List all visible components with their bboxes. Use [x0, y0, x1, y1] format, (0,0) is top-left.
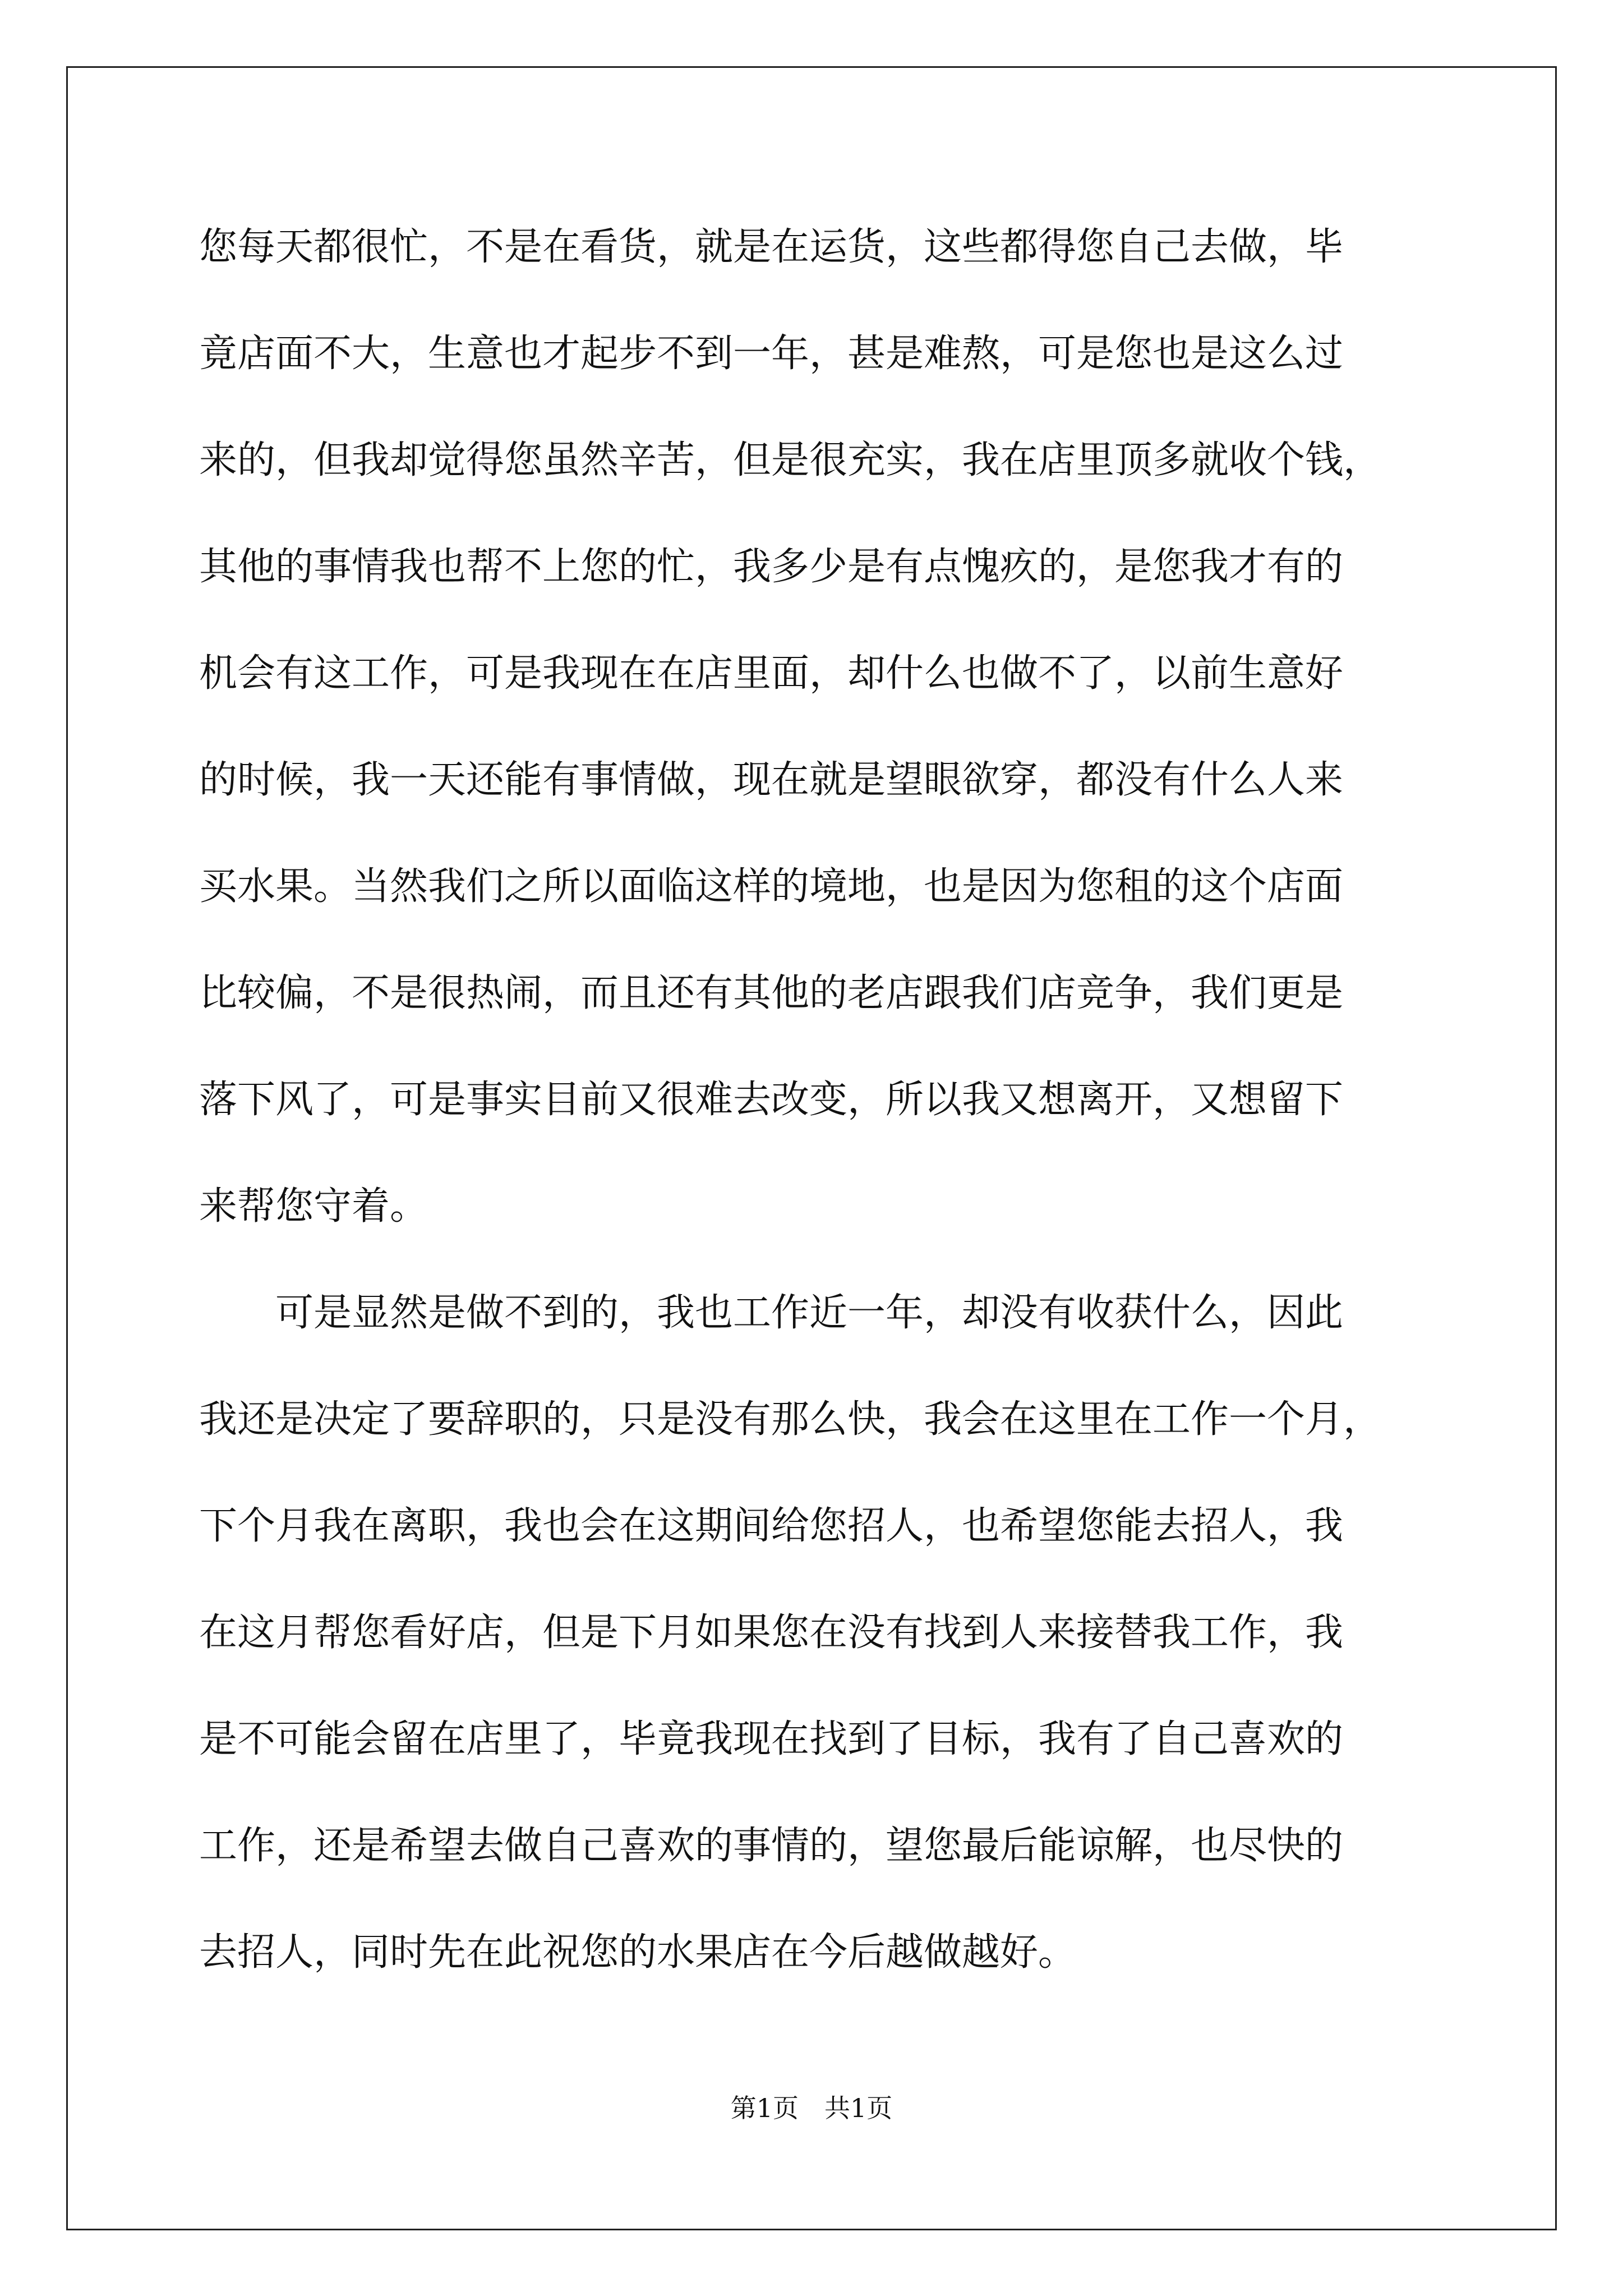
text-line: 竟店面不大，生意也才起步不到一年，甚是难熬，可是您也是这么过 — [199, 332, 1344, 376]
text-line: 来帮您守着。 — [199, 1184, 428, 1228]
text-line: 在这月帮您看好店，但是下月如果您在没有找到人来接替我工作，我 — [199, 1611, 1344, 1655]
text-line: 是不可能会留在店里了，毕竟我现在找到了目标，我有了自己喜欢的 — [199, 1717, 1344, 1761]
text-line: 落下风了，可是事实目前又很难去改变，所以我又想离开，又想留下 — [199, 1078, 1344, 1122]
text-line: 下个月我在离职，我也会在这期间给您招人，也希望您能去招人，我 — [199, 1504, 1344, 1548]
text-line: 比较偏，不是很热闹，而且还有其他的老店跟我们店竞争，我们更是 — [199, 971, 1344, 1015]
text-line: 的时候，我一天还能有事情做，现在就是望眼欲穿，都没有什么人来 — [199, 758, 1344, 802]
text-line: 其他的事情我也帮不上您的忙，我多少是有点愧疚的，是您我才有的 — [199, 545, 1344, 589]
text-line: 可是显然是做不到的，我也工作近一年，却没有收获什么，因此 — [199, 1291, 1344, 1335]
text-line: 我还是决定了要辞职的，只是没有那么快，我会在这里在工作一个月， — [199, 1397, 1382, 1442]
text-line: 买水果。当然我们之所以面临这样的境地，也是因为您租的这个店面 — [199, 864, 1344, 909]
text-line: 工作，还是希望去做自己喜欢的事情的，望您最后能谅解，也尽快的 — [199, 1824, 1344, 1868]
page-footer: 第1页 共1页 — [730, 2093, 893, 2123]
text-line: 机会有这工作，可是我现在在店里面，却什么也做不了，以前生意好 — [199, 651, 1344, 696]
text-line: 您每天都很忙，不是在看货，就是在运货，这些都得您自己去做，毕 — [199, 225, 1344, 269]
body-text — [199, 222, 1433, 2033]
text-line: 来的，但我却觉得您虽然辛苦，但是很充实，我在店里顶多就收个钱， — [199, 438, 1382, 482]
text-line: 去招人，同时先在此祝您的水果店在今后越做越好。 — [199, 1930, 1077, 1975]
